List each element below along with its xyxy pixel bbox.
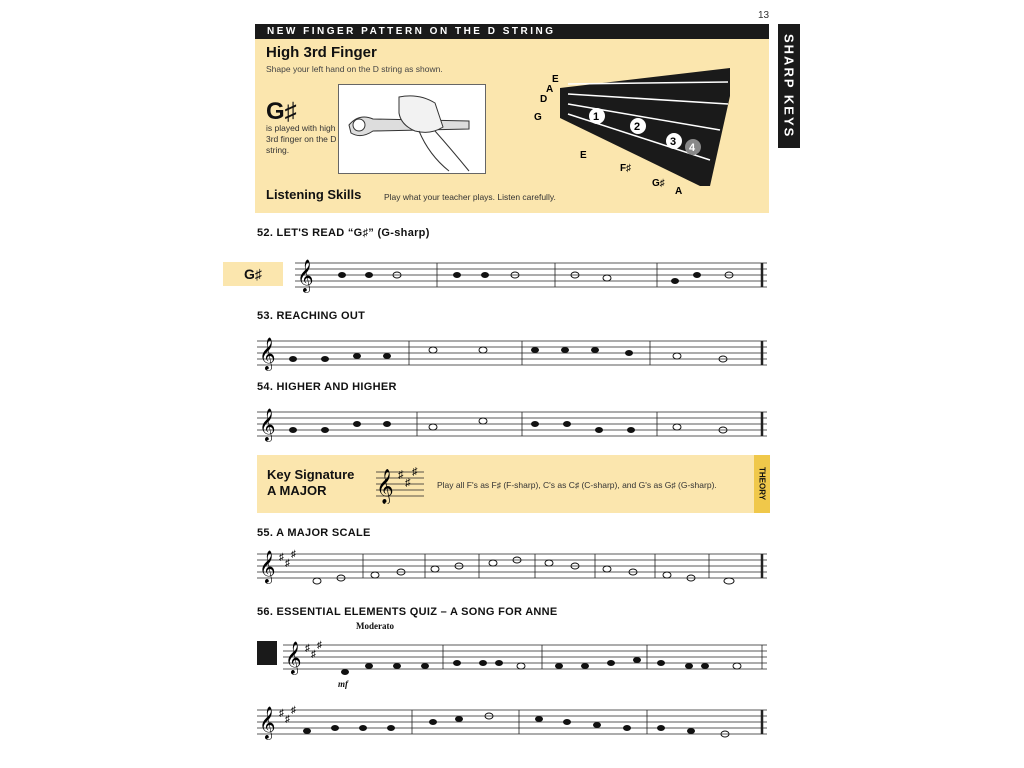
music-staff [257,637,769,677]
svg-text:𝄞: 𝄞 [285,641,302,674]
svg-text:♯: ♯ [285,714,290,725]
note-name: G♯ [266,98,297,125]
svg-text:♯: ♯ [279,708,284,719]
violin-hand-drawing [339,85,485,173]
music-staff [257,333,769,373]
fingerboard-diagram [530,68,740,203]
violin-hand-illustration [338,84,486,174]
svg-text:𝄞: 𝄞 [259,337,276,370]
exercise-title: 52. LET'S READ “G♯” (G-sharp) [257,227,430,239]
listening-skills-title: Listening Skills [266,187,362,202]
listening-skills-text: Play what your teacher plays. Listen carefully. [384,192,556,202]
svg-text:𝄞: 𝄞 [297,259,314,292]
dynamic-marking: mf [338,679,348,689]
key-signature-title [267,467,354,499]
svg-text:♯: ♯ [291,549,296,560]
banner-title: NEW FINGER PATTERN ON THE D STRING [255,24,769,39]
exercise-title: 54. HIGHER AND HIGHER [257,381,397,393]
section-subheading: Shape your left hand on the D string as shown. [266,64,443,74]
exercise-title: 55. A MAJOR SCALE [257,527,371,539]
section-heading: High 3rd Finger [266,44,377,61]
key-signature-line2: A MAJOR [267,483,327,498]
theory-tab: THEORY [754,455,770,513]
music-staff [257,255,769,295]
svg-text:♯: ♯ [285,558,290,569]
svg-text:𝄞: 𝄞 [259,550,276,583]
key-signature-line1: Key Signature [267,467,355,482]
exercise-title: 56. ESSENTIAL ELEMENTS QUIZ – A SONG FOR ANNE [257,606,558,618]
page-number: 13 [758,10,770,21]
svg-text:♯: ♯ [305,643,310,654]
note-label: E [580,150,587,161]
finger-number: 4 [689,142,696,154]
note-label: F♯ [620,163,632,174]
music-staff [257,548,769,588]
key-signature-text: Play all F's as F♯ (F-sharp), C's as C♯ (C-sharp), and G's as G♯ (G-sharp). [437,480,717,490]
svg-text:♯: ♯ [311,649,316,660]
svg-text:♯: ♯ [412,466,418,478]
music-staff [257,702,769,742]
svg-text:𝄞: 𝄞 [376,469,394,504]
note-label: G♯ [652,178,665,189]
note-label: A [675,186,683,197]
svg-text:𝄞: 𝄞 [259,706,276,739]
svg-text:♯: ♯ [398,469,404,481]
tempo-marking: Moderato [356,621,394,631]
finger-number: 2 [634,121,641,133]
string-label: G [534,112,542,123]
svg-text:♯: ♯ [279,552,284,563]
svg-text:♯: ♯ [317,640,322,651]
svg-text:𝄞: 𝄞 [259,408,276,441]
music-staff [257,404,769,444]
note-description: is played with high 3rd finger on the D string. [266,123,337,155]
key-signature-staff [376,462,426,504]
svg-text:♯: ♯ [291,705,296,716]
finger-number: 3 [670,136,677,148]
exercise-title: 53. REACHING OUT [257,310,366,322]
finger-number: 1 [593,111,600,123]
string-label: D [540,94,548,105]
string-label: A [546,84,554,95]
g-sharp-tab: G♯ [223,262,283,286]
string-label: E [552,74,559,85]
sharp-keys-tab: SHARP KEYS [778,24,800,148]
svg-text:♯: ♯ [405,477,411,489]
